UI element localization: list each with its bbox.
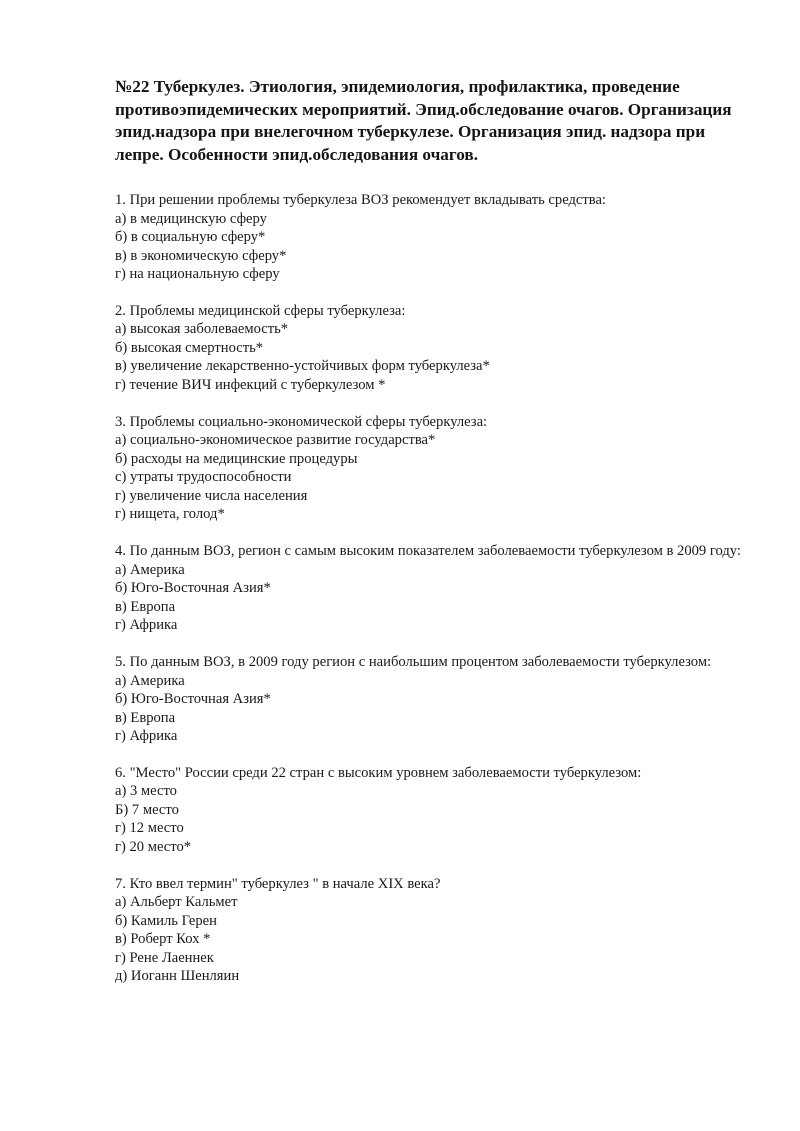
question-block bbox=[115, 302, 745, 395]
answer-option: г) 20 место* bbox=[115, 838, 192, 855]
answer-option: б) в социальную сферу* bbox=[115, 229, 266, 245]
question-text: 2. Проблемы медицинской сферы туберкулеза: bbox=[115, 302, 406, 319]
answer-option: г) увеличение числа населения bbox=[115, 487, 308, 504]
question-text: 6. "Место" России среди 22 стран с высоким уровнем заболеваемости туберкулезом: bbox=[115, 764, 642, 781]
answer-option: б) Камиль Герен bbox=[115, 912, 217, 929]
answer-option: в) увеличение лекарственно-устойчивых форм туберкулеза* bbox=[115, 358, 490, 375]
answer-option: в) Европа bbox=[115, 709, 176, 726]
answer-option: г) 12 место bbox=[115, 820, 184, 837]
answer-option: а) Альберт Кальмет bbox=[115, 894, 238, 911]
answer-option: д) Иоганн Шенляин bbox=[115, 968, 240, 985]
question-text: 5. По данным ВОЗ, в 2009 году регион с наибольшим процентом заболеваемости туберкулезом: bbox=[115, 654, 712, 671]
question-text: 3. Проблемы социально-экономической сферы туберкулеза: bbox=[115, 413, 488, 430]
answer-option: г) течение ВИЧ инфекций с туберкулезом * bbox=[115, 376, 386, 393]
answer-option: а) 3 место bbox=[115, 783, 177, 800]
question-list bbox=[115, 191, 745, 986]
answer-option: а) в медицинскую сферу bbox=[115, 210, 267, 227]
question-block bbox=[115, 875, 745, 986]
answer-option: а) Америка bbox=[115, 672, 185, 689]
question-block bbox=[115, 542, 745, 635]
answer-option: г) Африка bbox=[115, 728, 178, 745]
answer-option: б) Юго-Восточная Азия* bbox=[115, 580, 271, 597]
question-block bbox=[115, 764, 745, 857]
question-block bbox=[115, 653, 745, 746]
answer-option: в) Роберт Кох * bbox=[115, 931, 211, 948]
answer-option: б) расходы на медицинские процедуры bbox=[115, 450, 358, 467]
answer-option: а) социально-экономическое развитие государства* bbox=[115, 432, 436, 449]
question-text: 1. При решении проблемы туберкулеза ВОЗ рекомендует вкладывать средства: bbox=[115, 192, 606, 208]
answer-option: г) нищета, голод* bbox=[115, 506, 225, 523]
document-title: №22 Туберкулез. Этиология, эпидемиология, профилактика, проведение противоэпидемических мероприятий. Эпид.обследование очагов. Организация эпид.надзора при внелегочном туберкулезе. Организация эпид. надзора при лепре. Особенности эпид.обследования очагов. bbox=[115, 77, 732, 164]
document-page bbox=[115, 76, 745, 1004]
question-block bbox=[115, 413, 745, 524]
answer-option: г) Рене Лаеннек bbox=[115, 949, 214, 966]
answer-option: а) Америка bbox=[115, 561, 185, 578]
question-text: 7. Кто ввел термин" туберкулез " в начале XIX века? bbox=[115, 875, 441, 892]
answer-option: Б) 7 место bbox=[115, 801, 179, 818]
answer-option: б) высокая смертность* bbox=[115, 339, 264, 356]
answer-option: в) в экономическую сферу* bbox=[115, 247, 287, 264]
answer-option: г) на национальную сферу bbox=[115, 266, 280, 282]
answer-option: в) Европа bbox=[115, 598, 176, 615]
answer-option: б) Юго-Восточная Азия* bbox=[115, 691, 271, 708]
question-text: 4. По данным ВОЗ, регион с самым высоким показателем заболеваемости туберкулезом в 2009 году: bbox=[115, 543, 741, 560]
answer-option: с) утраты трудоспособности bbox=[115, 469, 292, 486]
answer-option: а) высокая заболеваемость* bbox=[115, 321, 289, 338]
question-block bbox=[115, 191, 745, 284]
answer-option: г) Африка bbox=[115, 617, 178, 634]
